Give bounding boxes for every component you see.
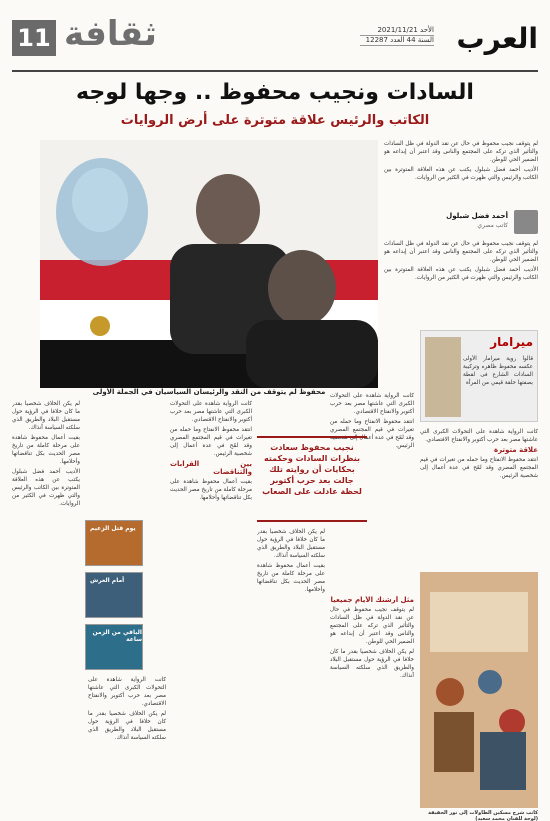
mid-paragraph-2: انتقد محفوظ الانفتاح وما حمله من تغيرات في قيم المجتمع المصري وقد لمّح في عدة أعمال إلى شخصية الرئيس. — [330, 419, 414, 449]
article-subheadline: الكاتب والرئيس علاقة متوترة على أرض الروايات — [120, 113, 430, 128]
lc-paragraph-3: بقيت أعمال محفوظ شاهدة على مرحلة كاملة من تاريخ مصر الحديث بكل تناقضاتها وأحلامها. — [170, 479, 252, 501]
right-paragraph-1: لم يتوقف نجيب محفوظ في حال عن نقد الدولة في ظل السادات والتأثير الذي تركه على المجتمع والناس وقد اعتبر أن إبداعه هو الضمير الحي للوطن. — [384, 241, 538, 263]
author-name: أحمد فضل شبلول — [446, 212, 508, 220]
section-number: 11 — [12, 20, 56, 56]
miramar-cover — [425, 337, 461, 417]
article-headline: السادات ونجيب محفوظ .. وجها لوجه — [76, 80, 474, 105]
author-photo — [514, 210, 538, 234]
right-paragraph-4: انتقد محفوظ الانفتاح وما حمله من تغيرات في قيم المجتمع المصري وقد لمّح في عدة أعمال إلى شخصية الرئيس. — [420, 457, 538, 479]
section-title-2: بين القرابات والتناقضات — [170, 460, 252, 476]
miramar-box — [420, 330, 538, 422]
masthead — [12, 8, 538, 68]
hero-collage — [40, 140, 378, 388]
left-paragraph-1: لم يكن الخلاف شخصيا بقدر ما كان خلافا في الرؤية حول مستقبل البلاد والطريق الذي سلكته السياسة آنذاك. — [12, 401, 80, 431]
section-name: ثقافة — [64, 14, 157, 54]
author-byline — [390, 210, 538, 234]
issue-text: السنة 44 العدد 12287 — [360, 36, 434, 46]
miramar-title: ميرامار — [490, 335, 533, 349]
lc-paragraph-1: كانت الرواية شاهدة على التحولات الكبرى التي عاشتها مصر بعد حرب أكتوبر والانفتاح الاقتصادي. — [170, 401, 252, 423]
center-column — [257, 528, 325, 810]
mid-paragraph-3: لم يتوقف نجيب محفوظ في حال عن نقد الدولة في ظل السادات والتأثير الذي تركه على المجتمع والناس وقد اعتبر أن إبداعه هو الضمير الحي للوطن. — [330, 607, 414, 645]
right-paragraph-2: الأديب أحمد فضل شبلول يكتب عن هذه العلاقة المتوترة بين الكاتب والرئيس والتي ظهرت في الكثير من الروايات. — [384, 267, 538, 281]
mid-paragraph-1: كانت الرواية شاهدة على التحولات الكبرى التي عاشتها مصر بعد حرب أكتوبر والانفتاح الاقتصادي. — [330, 393, 414, 415]
lc-paragraph-2: انتقد محفوظ الانفتاح وما حمله من تغيرات في قيم المجتمع المصري وقد لمّح في عدة أعمال إلى شخصية الرئيس. — [170, 427, 252, 457]
left-paragraph-4: كانت الرواية شاهدة على التحولات الكبرى التي عاشتها مصر بعد حرب أكتوبر والانفتاح الاقتصادي. — [88, 677, 166, 707]
hero-illustration — [40, 140, 378, 388]
center-paragraph-1: لم يكن الخلاف شخصيا بقدر ما كان خلافا في الرؤية حول مستقبل البلاد والطريق الذي سلكته السياسة آنذاك. — [257, 529, 325, 559]
book-cover-1 — [85, 520, 143, 566]
intro-paragraph-1: لم يتوقف نجيب محفوظ في حال عن نقد الدولة في ظل السادات والتأثير الذي تركه على المجتمع والناس وقد اعتبر أن إبداعه هو الضمير الحي للوطن. — [384, 141, 538, 163]
left-paragraph-3: الأديب أحمد فضل شبلول يكتب عن هذه العلاقة المتوترة بين الكاتب والرئيس والتي ظهرت في الكثير من الروايات. — [12, 469, 80, 507]
book-covers — [85, 520, 143, 670]
pullquote: نجيب محفوظ سعادت بنظرات السادات وحكمته بحكايات أن روايته تلك جالت بعد حرب أكتوبر لحظة عادلت على الصعاب — [257, 436, 367, 522]
book-title-3: الباقي من الزمن ساعة — [92, 629, 142, 643]
hero-caption: محفوظ لم يتوقف من النقد والرئيسان السياسيان في الجملة الأولى — [92, 388, 326, 396]
left-column — [12, 400, 80, 810]
book-cover-2 — [85, 572, 143, 618]
left-paragraph-2: بقيت أعمال محفوظ شاهدة على مرحلة كاملة من تاريخ مصر الحديث بكل تناقضاتها وأحلامها. — [12, 435, 80, 465]
miramar-caption: قالوا روية ميرامار الأولى عكسه محفوظ ظاهره وتركيبة السادات الشارع فى لقطة بصفتها حلقة قيمي من المرآة — [463, 356, 533, 386]
date-box — [360, 26, 434, 46]
painting-caption: كاتب شرح مسكين الطاولات إلى نور الحقيقة (لوحة للفنان محمد سعيد) — [428, 810, 538, 821]
book-title-2: أمام العرش — [90, 577, 125, 584]
date-text: الأحد 2021/11/21 — [360, 26, 434, 36]
left-center-column — [170, 400, 252, 810]
painting-scene — [420, 572, 538, 808]
intro-column — [384, 140, 538, 206]
right-column-top — [384, 240, 538, 324]
mid-paragraph-4: لم يكن الخلاف شخصيا بقدر ما كان خلافا في الرؤية حول مستقبل البلاد والطريق الذي سلكته السياسة آنذاك. — [330, 649, 414, 679]
left-column-lower — [88, 676, 166, 810]
author-role: كاتب مصري — [477, 222, 508, 229]
center-paragraph-2: بقيت أعمال محفوظ شاهدة على مرحلة كاملة من تاريخ مصر الحديث بكل تناقضاتها وأحلامها. — [257, 563, 325, 593]
painting-image — [420, 572, 538, 808]
section-title-1: مثل أرشنك الأيام جميعيا — [330, 596, 414, 604]
newspaper-logo: العرب — [456, 22, 538, 55]
right-paragraph-3: كانت الرواية شاهدة على التحولات الكبرى التي عاشتها مصر بعد حرب أكتوبر والانفتاح الاقتصادي. — [420, 429, 538, 443]
section-title-3: علاقة متوترة — [493, 446, 538, 454]
top-rule — [12, 70, 538, 72]
book-title-1: يوم قتل الزعيم — [90, 525, 136, 532]
middle-column-right-lower — [330, 596, 414, 810]
intro-paragraph-2: الأديب أحمد فضل شبلول يكتب عن هذه العلاقة المتوترة بين الكاتب والرئيس والتي ظهرت في الكثير من الروايات. — [384, 167, 538, 181]
right-column-bottom — [420, 428, 538, 548]
book-cover-3 — [85, 624, 143, 670]
left-paragraph-5: لم يكن الخلاف شخصيا بقدر ما كان خلافا في الرؤية حول مستقبل البلاد والطريق الذي سلكته السياسة آنذاك. — [88, 711, 166, 741]
